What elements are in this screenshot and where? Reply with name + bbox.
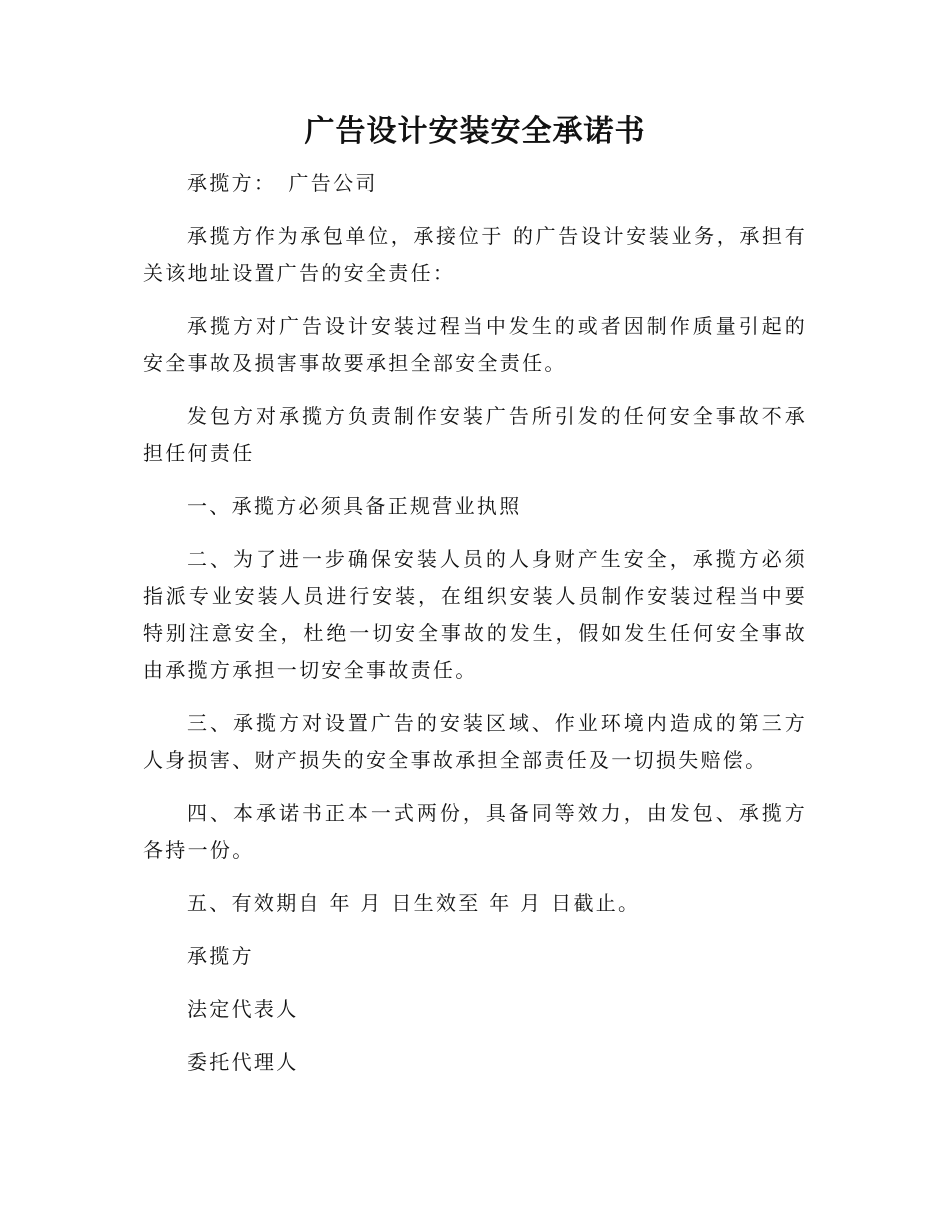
signature-legal-representative: 法定代表人 [187, 997, 299, 1021]
signature-authorized-agent: 委托代理人 [187, 1050, 299, 1074]
contractor-line: 承揽方： 广告公司 [187, 171, 378, 195]
document-body [143, 165, 807, 1097]
clause-5: 五、有效期自 年 月 日生效至 年 月 日截止。 [187, 891, 641, 915]
paragraph-liability: 承揽方对广告设计安装过程当中发生的或者因制作质量引起的安全事故及损害事故要承担全部安全责任。 [143, 314, 807, 375]
signature-contractor: 承揽方 [187, 944, 254, 968]
document-title: 广告设计安装安全承诺书 [304, 114, 646, 149]
paragraph-scope: 承揽方作为承包单位，承接位于 的广告设计安装业务，承担有关该地址设置广告的安全责任： [143, 224, 807, 285]
clause-4: 四、本承诺书正本一式两份，具备同等效力，由发包、承揽方各持一份。 [143, 801, 807, 862]
clause-2: 二、为了进一步确保安装人员的人身财产生安全，承揽方必须指派专业安装人员进行安装，在组织安装人员制作安装过程当中要特别注意安全，杜绝一切安全事故的发生，假如发生任何安全事故由承揽方承担一切安全事故责任。 [143, 547, 807, 682]
paragraph-disclaimer: 发包方对承揽方负责制作安装广告所引发的任何安全事故不承担任何责任 [143, 404, 807, 465]
clause-3: 三、承揽方对设置广告的安装区域、作业环境内造成的第三方人身损害、财产损失的安全事故承担全部责任及一切损失赔偿。 [143, 711, 807, 772]
clause-1: 一、承揽方必须具备正规营业执照 [187, 494, 522, 518]
